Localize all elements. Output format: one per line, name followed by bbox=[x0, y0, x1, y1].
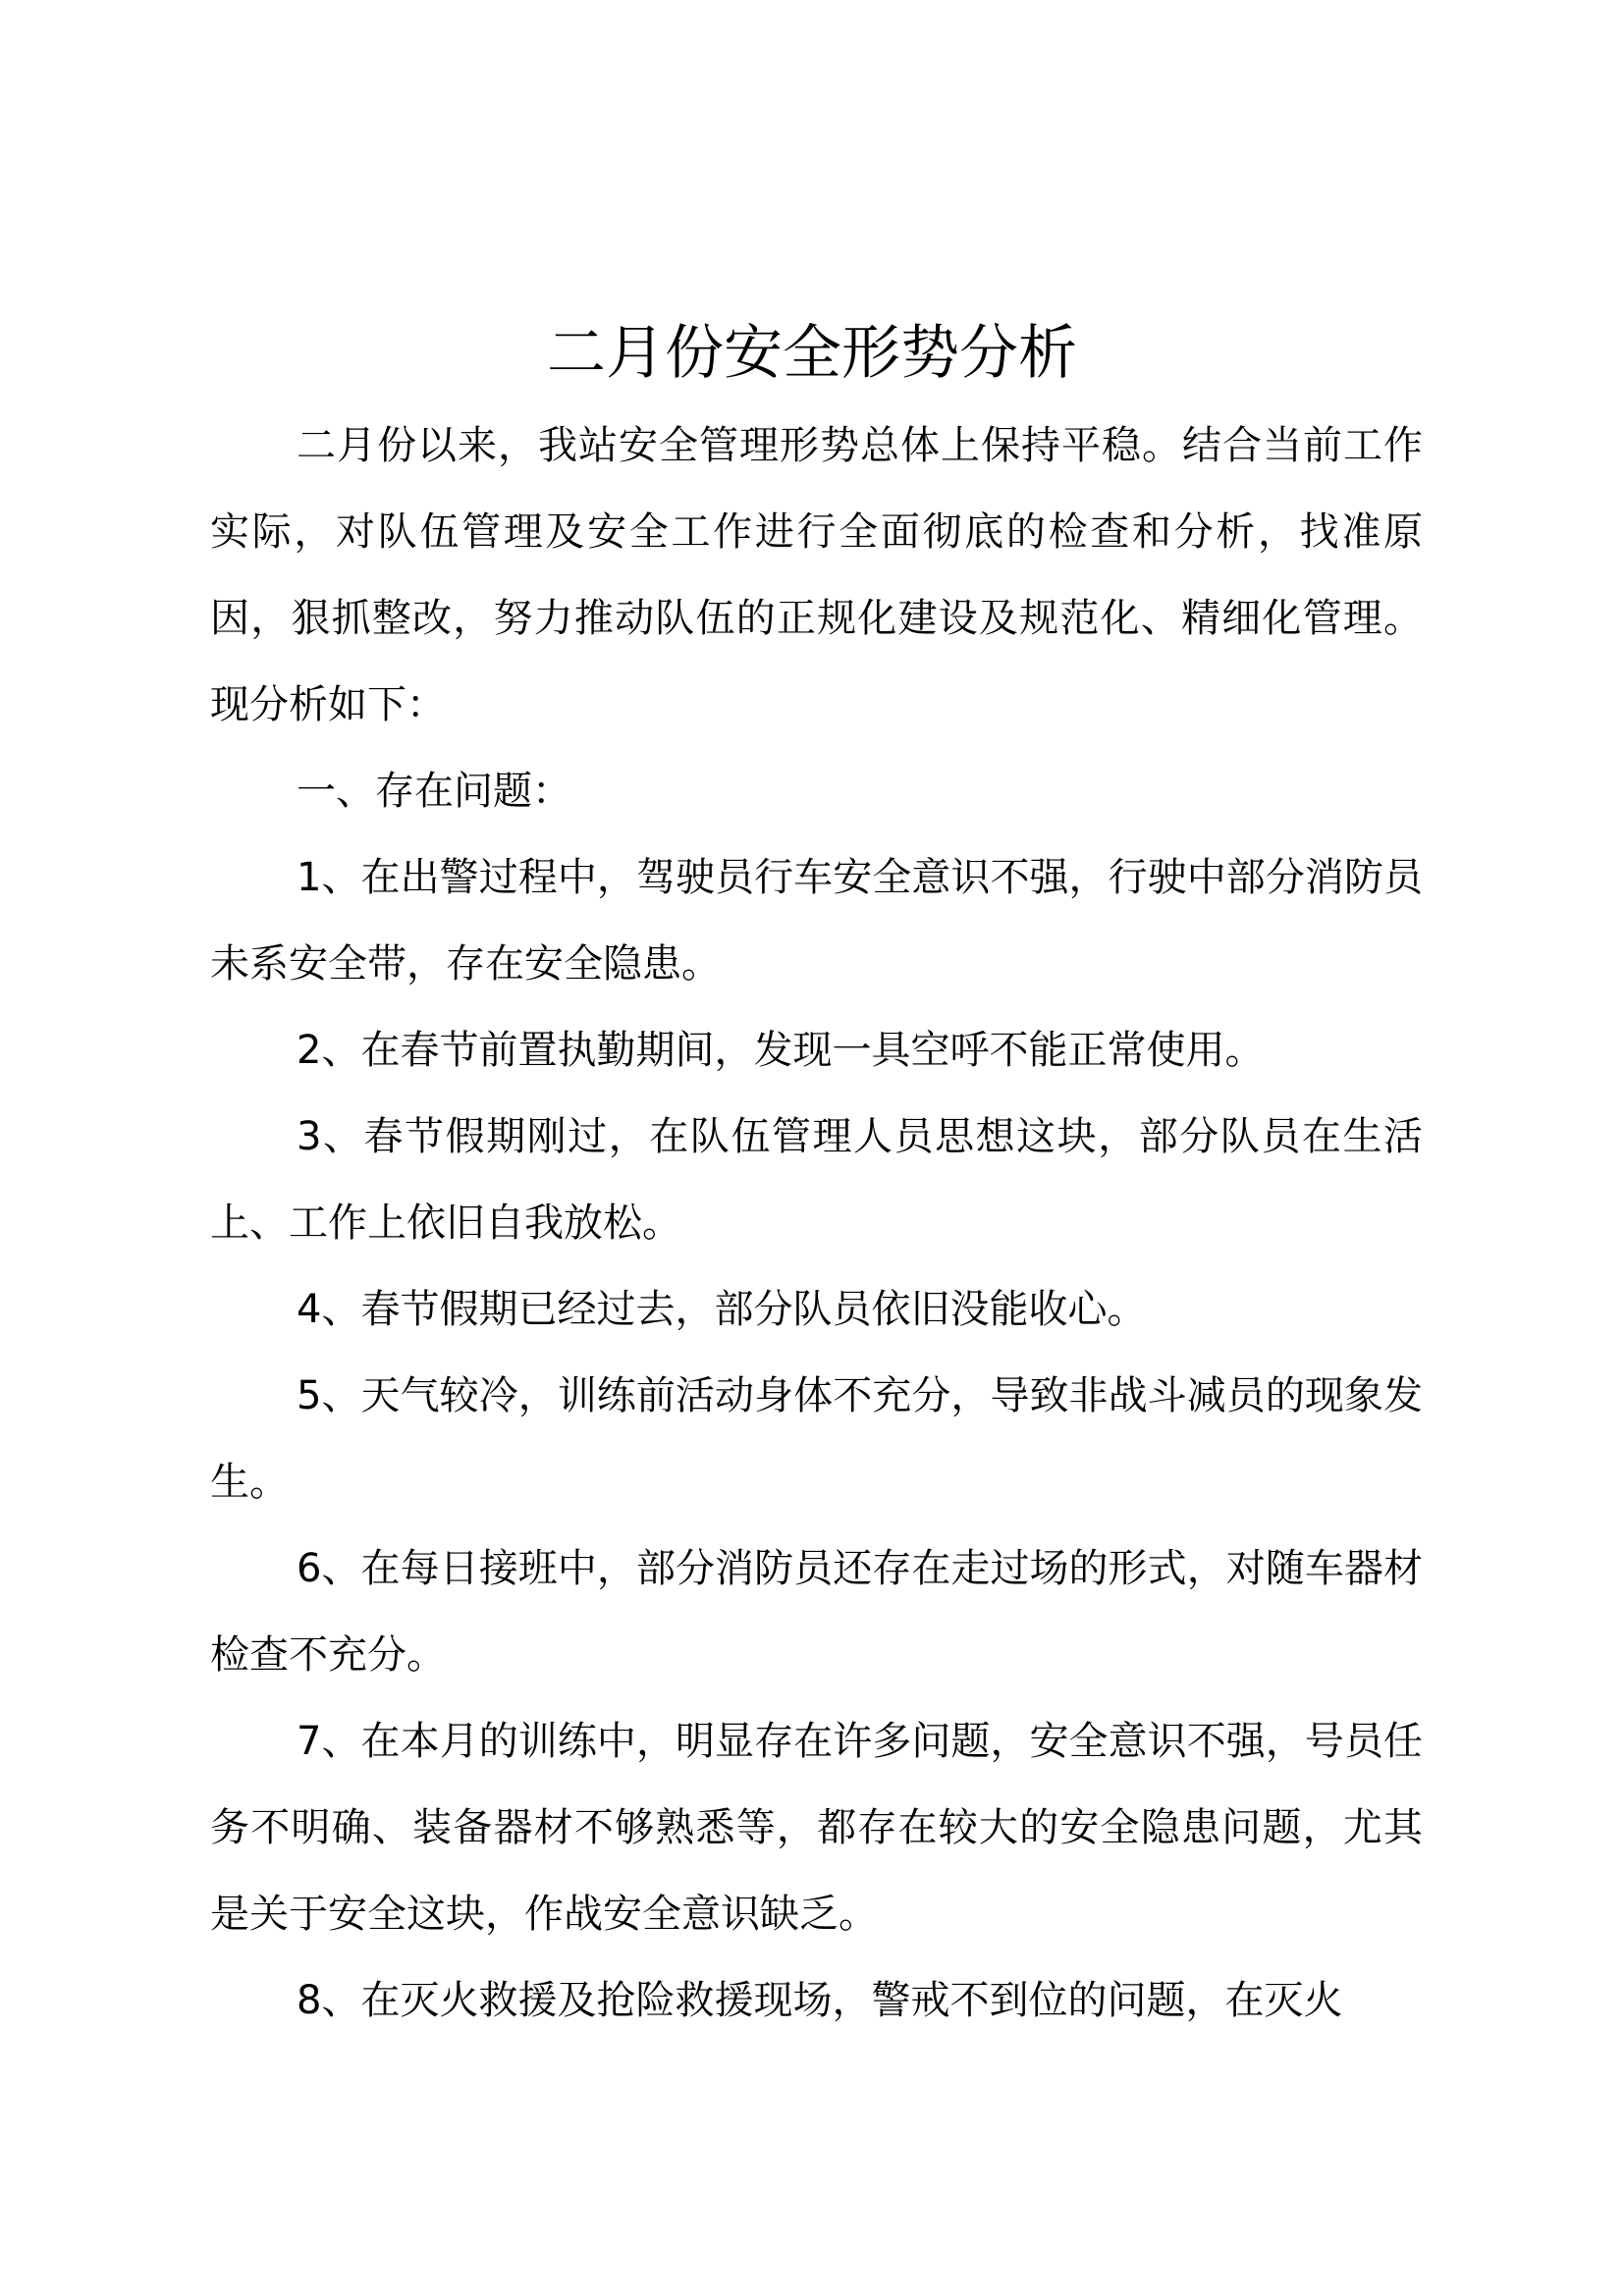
list-item: 8、在灭火救援及抢险救援现场，警戒不到位的问题，在灭火 bbox=[297, 1978, 1343, 2023]
section-heading-problems: 一、存在问题： bbox=[297, 769, 571, 814]
page-title: 二月份安全形势分析 bbox=[547, 319, 1077, 388]
list-item: 6、在每日接班中，部分消防员还存在走过场的形式，对随车器材检查不充分。 bbox=[210, 1546, 1423, 1678]
list-item: 2、在春节前置执勤期间，发现一具空呼不能正常使用。 bbox=[297, 1028, 1265, 1073]
document-body bbox=[210, 402, 1423, 2044]
list-item: 7、在本月的训练中，明显存在许多问题，安全意识不强，号员任务不明确、装备器材不够熟悉等，都存在较大的安全隐患问题，尤其是关于安全这块，作战安全意识缺乏。 bbox=[210, 1719, 1423, 1937]
list-item: 5、天气较冷，训练前活动身体不充分，导致非战斗减员的现象发生。 bbox=[210, 1373, 1423, 1505]
list-item: 3、春节假期刚过，在队伍管理人员思想这块，部分队员在生活上、工作上依旧自我放松。 bbox=[210, 1114, 1423, 1246]
intro-paragraph: 二月份以来，我站安全管理形势总体上保持平稳。结合当前工作实际，对队伍管理及安全工作进行全面彻底的检查和分析，找准原因，狠抓整改，努力推动队伍的正规化建设及规范化、精细化管理。现分析如下： bbox=[210, 423, 1423, 727]
list-item: 1、在出警过程中，驾驶员行车安全意识不强，行驶中部分消防员未系安全带，存在安全隐患。 bbox=[210, 855, 1423, 987]
list-item: 4、春节假期已经过去，部分队员依旧没能收心。 bbox=[297, 1287, 1147, 1332]
